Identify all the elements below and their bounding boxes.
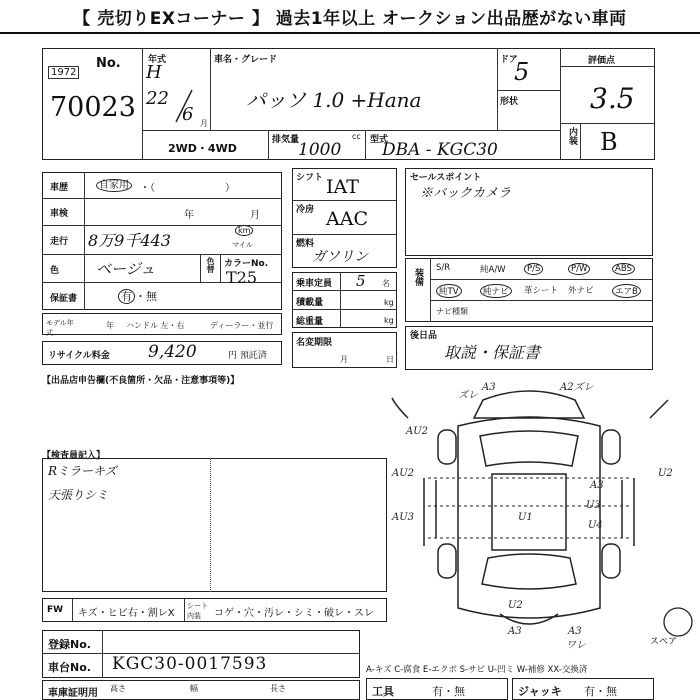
mileage-km-circle: km <box>235 225 253 236</box>
equipment-item-7: 革シート <box>524 286 559 296</box>
garage-label: 車庫証明用 <box>48 688 98 699</box>
engine-label: 排気量 <box>272 135 300 145</box>
mark-a3-front: A3 <box>482 382 496 393</box>
mark-a3-rear-right: A3 <box>568 626 582 637</box>
history-private <box>96 176 132 191</box>
mark-u4: U4 <box>588 520 603 531</box>
warranty-label: 保証書 <box>50 294 78 304</box>
car-name-label: 車名・グレード <box>214 55 278 65</box>
lot-no-label: No. <box>96 56 121 71</box>
aircon-label: 冷房 <box>296 205 315 215</box>
gross-label: 総重量 <box>296 317 324 327</box>
mark-u2-right: U2 <box>658 468 673 479</box>
slash-mark <box>170 88 200 124</box>
mark-a3-rear-left: A3 <box>508 626 522 637</box>
reg-change-day: 日 <box>386 355 394 364</box>
year-label: 年式 <box>148 55 167 65</box>
engine-value: 1000 <box>298 140 342 160</box>
shaken-year: 年 <box>184 210 194 221</box>
sales-point-label: セールスポイント <box>410 173 482 183</box>
warranty-no: 無 <box>146 290 157 303</box>
equipment-item-1: 純A/W <box>480 265 506 275</box>
recycle-unit: 円 預託済 <box>228 351 267 361</box>
capacity-label: 乗車定員 <box>296 279 333 289</box>
reg-change-month: 月 <box>340 355 348 364</box>
history-label: 車歴 <box>50 183 69 193</box>
mark-ware: ワレ <box>566 640 586 650</box>
door-label: ドア <box>500 55 518 65</box>
shaken-month: 月 <box>250 210 260 221</box>
spare-label: スペア <box>650 637 678 647</box>
mileage-mile: マイル <box>232 241 253 249</box>
fuel-value: ガソリン <box>312 249 368 265</box>
fw-label: FW <box>47 605 64 615</box>
drive-label: 2WD・4WD <box>168 142 237 155</box>
tire-front-left <box>438 430 456 464</box>
sales-point-value: ※バックカメラ <box>420 186 512 201</box>
history-private-circle: 自家用 <box>96 179 132 192</box>
shape-label: 形状 <box>500 97 519 107</box>
shaken-label: 車検 <box>50 209 69 219</box>
mileage-value: 8万9千443 <box>88 231 171 250</box>
lot-year-tag: 1972 <box>48 66 79 79</box>
interior-label: 内装 <box>567 127 577 145</box>
car-damage-diagram <box>388 378 700 650</box>
recycle-label: リサイクル料金 <box>48 351 110 361</box>
jack-value: 有・無 <box>584 685 617 698</box>
door-value: 5 <box>514 58 530 86</box>
load-unit: kg <box>384 298 394 307</box>
warranty-yes: 有 <box>118 289 135 304</box>
color-value: ベージュ <box>96 260 156 278</box>
rear-window <box>482 554 576 589</box>
equipment-item-0: S/R <box>436 263 451 273</box>
mark-a3-right: A3 <box>590 480 604 491</box>
score-label: 評価点 <box>588 56 616 66</box>
recycle-value: 9,420 <box>148 342 197 362</box>
inspector-label: 【検査員記入】 <box>42 451 106 461</box>
tire-rear-right <box>602 544 620 578</box>
notes-label: 【出品店申告欄(不良箇所・欠品・注意事項等)】 <box>42 376 240 386</box>
equipment-item-6: 純ナビ <box>480 284 512 298</box>
fw-items: キズ・ヒビ右・割レX <box>78 608 175 619</box>
color-code: T25 <box>226 268 258 287</box>
front-bumper <box>474 391 584 418</box>
tire-rear-left <box>438 544 456 578</box>
model-label: 型式 <box>370 135 389 145</box>
chassis-value: KGC30-0017593 <box>112 654 268 674</box>
load-label: 積載量 <box>296 298 324 308</box>
inspector-line1: Rミラーキズ <box>48 464 117 478</box>
garage-length: 長さ <box>270 684 286 693</box>
color-label: 色 <box>50 266 60 276</box>
mileage-label: 走行 <box>50 237 69 247</box>
mark-au3: AU3 <box>392 512 415 523</box>
equipment-label: 装備 <box>413 268 423 286</box>
garage-height: 高さ <box>110 684 126 693</box>
model-value: DBA - KGC30 <box>382 140 498 160</box>
equipment-item-2: P/S <box>524 263 543 275</box>
model-year-label: モデル年式 <box>46 319 74 337</box>
month-value: 6 <box>182 104 194 125</box>
aircon-value: AAC <box>326 208 368 230</box>
equipment-item-9: エアB <box>612 284 641 298</box>
damage-legend: A-キズ C-腐食 E-エクボ S-サビ U-凹ミ W-補修 XX-交換済 <box>366 665 588 675</box>
tools-label: 工具 <box>372 685 394 698</box>
year-value: 22 <box>146 88 169 109</box>
inspector-line2: 天張りシミ <box>48 488 109 502</box>
interior-value: B <box>600 128 618 156</box>
mark-au2-left: AU2 <box>406 426 429 437</box>
shift-value: IAT <box>326 176 359 198</box>
month-suffix: 月 <box>200 119 208 128</box>
equipment-item-8: 外ナビ <box>568 286 594 296</box>
color-change-label: 色替 <box>206 257 215 273</box>
lot-number: 70023 <box>50 92 136 123</box>
warranty-options: 有 ・無 <box>118 288 157 304</box>
tire-front-right <box>602 430 620 464</box>
later-items-value: 取説・保証書 <box>444 343 541 362</box>
registration-label: 登録No. <box>48 638 91 651</box>
equipment-item-4: ABS <box>612 263 635 275</box>
year-era: H <box>146 62 162 83</box>
mark-au2-side: AU2 <box>392 468 415 479</box>
mark-u2-rear: U2 <box>508 600 523 611</box>
tools-value: 有・無 <box>432 685 465 698</box>
equipment-item-5: 純TV <box>436 284 462 298</box>
mileage-km <box>235 226 253 235</box>
capacity-value: 5 <box>356 272 366 290</box>
mark-zure-left: ズレ <box>458 390 478 401</box>
equipment-item-3: P/W <box>568 263 590 275</box>
chassis-label: 車台No. <box>48 661 91 674</box>
garage-width: 幅 <box>190 684 198 693</box>
engine-unit: cc <box>352 132 361 141</box>
page-title: 【 売切りEXコーナー 】 過去1年以上 オークション出品歴がない車両 <box>73 9 627 29</box>
navi-label: ナビ種類 <box>436 307 468 316</box>
capacity-unit: 名 <box>382 279 390 288</box>
model-year-year: 年 <box>106 321 114 330</box>
jack-label: ジャッキ <box>518 685 562 698</box>
gross-unit: kg <box>384 316 394 325</box>
spare-tire-icon <box>664 608 692 636</box>
history-rest: ・（ ） <box>140 183 235 194</box>
seat-label: シート内装 <box>187 602 208 620</box>
mark-u1-roof: U1 <box>518 512 533 523</box>
model-year-handle: ハンドル 左・右 <box>126 321 185 330</box>
windshield <box>480 431 578 466</box>
mark-u3: U3 <box>586 500 601 511</box>
color-code-label: カラーNo. <box>224 259 269 269</box>
car-name: パッソ 1.0 +Hana <box>246 88 422 112</box>
score-value: 3.5 <box>590 82 635 115</box>
reg-change-label: 名変期限 <box>296 338 333 348</box>
later-items-label: 後日品 <box>410 331 438 341</box>
model-year-dealer: ディーラー・並行 <box>210 321 274 330</box>
mark-a2-zure: A2ズレ <box>560 382 594 393</box>
seat-items: コゲ・穴・汚レ・シミ・破レ・スレ <box>214 608 374 619</box>
fuel-label: 燃料 <box>296 239 315 249</box>
shift-label: シフト <box>296 173 324 183</box>
